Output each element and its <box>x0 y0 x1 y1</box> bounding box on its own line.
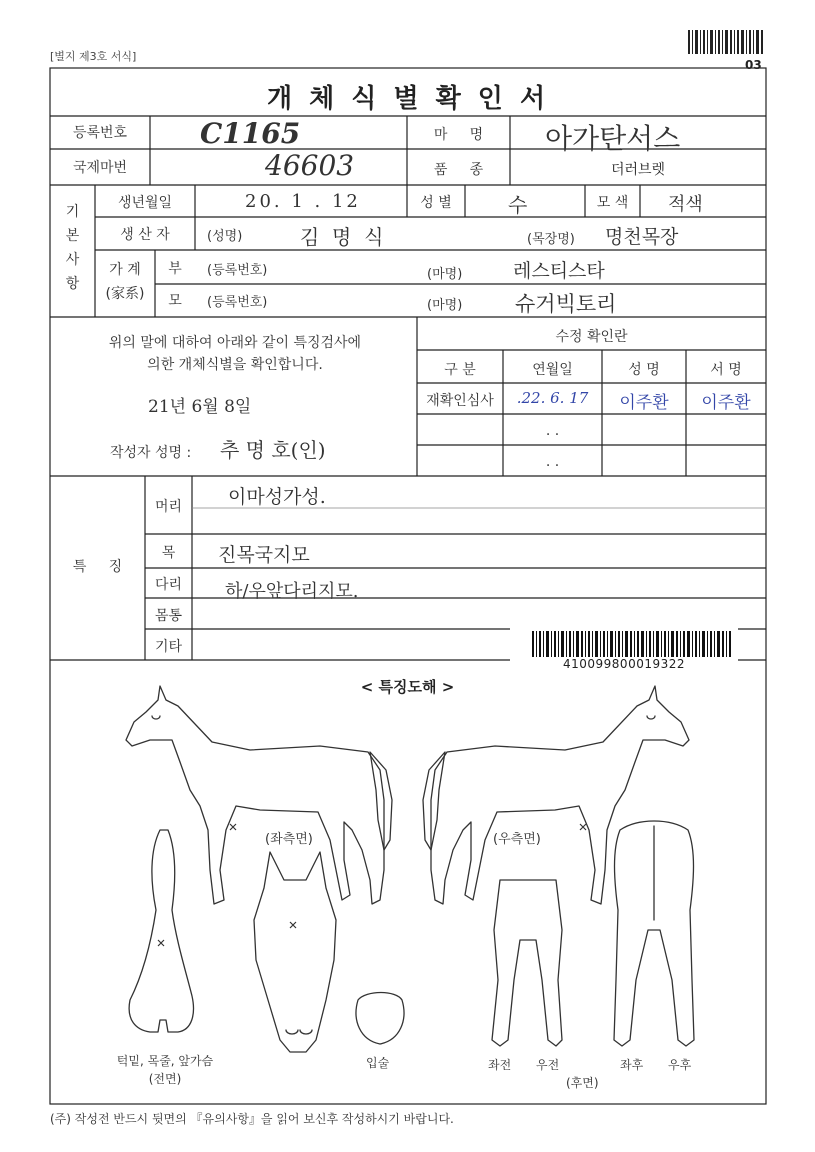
dob-label: 생년월일 <box>117 195 173 211</box>
horse-name-value: 아가탄서스 <box>545 122 681 155</box>
sex-label: 성 별 <box>420 195 452 211</box>
confirm-text-line1: 위의 말에 대하여 아래와 같이 특징검사에 <box>108 335 362 351</box>
reg-no-label: 등록번호 <box>72 125 128 141</box>
sire-reg-label: (등록번호) <box>207 263 268 278</box>
author-label: 작성자 성명 : <box>110 445 192 461</box>
hind-right-caption: 우후 <box>668 1058 692 1072</box>
revision-header-name: 성 명 <box>628 362 660 378</box>
feature-neck-value: 진목국지모 <box>218 544 310 566</box>
basic-label-char: 본 <box>65 228 80 244</box>
revision-header-date: 연월일 <box>532 362 573 378</box>
horse-lips-outline <box>356 993 404 1045</box>
front-caption-2: (전면) <box>148 1072 182 1086</box>
right-side-caption: (우측면) <box>493 832 541 847</box>
breeder-name-value: 김 명 식 <box>300 225 384 249</box>
revision-row-sign: 이주환 <box>701 393 751 413</box>
dam-reg-label: (등록번호) <box>207 295 268 310</box>
rear-caption: (후면) <box>566 1076 599 1090</box>
sire-name-label: (마명) <box>427 267 463 282</box>
feature-leg-value: 하/우앞다리지모. <box>225 581 359 602</box>
hind-left-caption: 좌후 <box>620 1058 644 1072</box>
front-right-caption: 우전 <box>536 1058 560 1072</box>
feature-neck-label: 목 <box>161 545 176 561</box>
horse-front-legs-outline <box>492 880 562 1046</box>
front-caption-1: 턱밑, 목줄, 앞가슴 <box>116 1054 214 1068</box>
revision-row-date: . . <box>545 423 560 439</box>
revision-header-sign: 서 명 <box>710 362 742 378</box>
horse-left-tail <box>370 752 392 850</box>
reg-no-value: C1165 <box>200 117 301 150</box>
farm-value: 명천목장 <box>605 226 679 248</box>
feature-head-label: 머리 <box>154 499 183 515</box>
basic-label-char: 항 <box>65 276 80 292</box>
document-title: 개 체 식 별 확 인 서 <box>266 84 550 114</box>
dob-value: 20. 1 . 12 <box>245 191 361 212</box>
dam-name-value: 슈거빅토리 <box>515 292 617 316</box>
left-side-caption: (좌측면) <box>265 832 313 847</box>
sire-label: 부 <box>168 261 182 277</box>
horse-left-side-outline <box>126 686 384 904</box>
dam-name-label: (마명) <box>427 298 463 313</box>
basic-label-char: 사 <box>65 252 80 268</box>
breeder-label: 생 산 자 <box>120 227 170 243</box>
front-left-caption: 좌전 <box>488 1058 512 1072</box>
revision-row-date: .22. 6. 17 <box>516 389 589 407</box>
coat-label: 모 색 <box>596 195 629 211</box>
sex-value: 수 <box>508 193 528 217</box>
feature-head-value: 이마성가성. <box>228 486 326 508</box>
breed-value: 더러브렛 <box>610 162 666 178</box>
footer-note: (주) 작성전 반드시 뒷면의 『유의사항』을 읽어 보신후 작성하시기 바랍니다. <box>50 1112 454 1126</box>
breeder-name-label: (성명) <box>207 229 243 244</box>
coat-value: 적색 <box>668 194 703 215</box>
lip-caption: 입술 <box>366 1056 390 1070</box>
farm-label: (목장명) <box>527 232 575 247</box>
diagram-title: < 특징도해 > <box>360 678 455 696</box>
revision-row-name: 이주환 <box>619 393 669 413</box>
features-section-label: 특 징 <box>72 559 123 575</box>
intl-no-value: 46603 <box>265 149 355 182</box>
confirm-text-line2: 의한 개체식별을 확인합니다. <box>147 357 323 373</box>
horse-right-tail <box>423 752 445 850</box>
page-number: 03 <box>745 58 762 72</box>
pedigree-label-line: (家系) <box>105 286 145 302</box>
dam-label: 모 <box>168 293 182 309</box>
pedigree-label-line: 가 계 <box>109 262 141 278</box>
revision-title: 수정 확인란 <box>555 329 628 345</box>
intl-no-label: 국제마번 <box>72 160 128 176</box>
form-number: [별지 제3호 서식] <box>50 50 137 63</box>
author-value: 추 명 호(인) <box>220 438 326 462</box>
horse-name-label: 마 명 <box>433 127 484 143</box>
sire-name-value: 레스티스타 <box>513 260 605 282</box>
revision-row-date: . . <box>545 454 560 470</box>
horse-head-front-outline <box>254 852 336 1052</box>
feature-leg-label: 다리 <box>154 577 183 593</box>
confirm-date: 21년 6월 8일 <box>148 397 252 417</box>
horse-throat-view-outline <box>129 830 193 1032</box>
feature-other-label: 기타 <box>154 639 183 655</box>
breed-label: 품 종 <box>433 162 484 178</box>
revision-header-type: 구 분 <box>444 362 476 378</box>
barcode-number: 410099800019322 <box>562 657 686 671</box>
basic-label-char: 기 <box>65 204 80 220</box>
feature-body-label: 몸통 <box>154 608 183 624</box>
revision-row-type: 재확인심사 <box>426 393 494 409</box>
